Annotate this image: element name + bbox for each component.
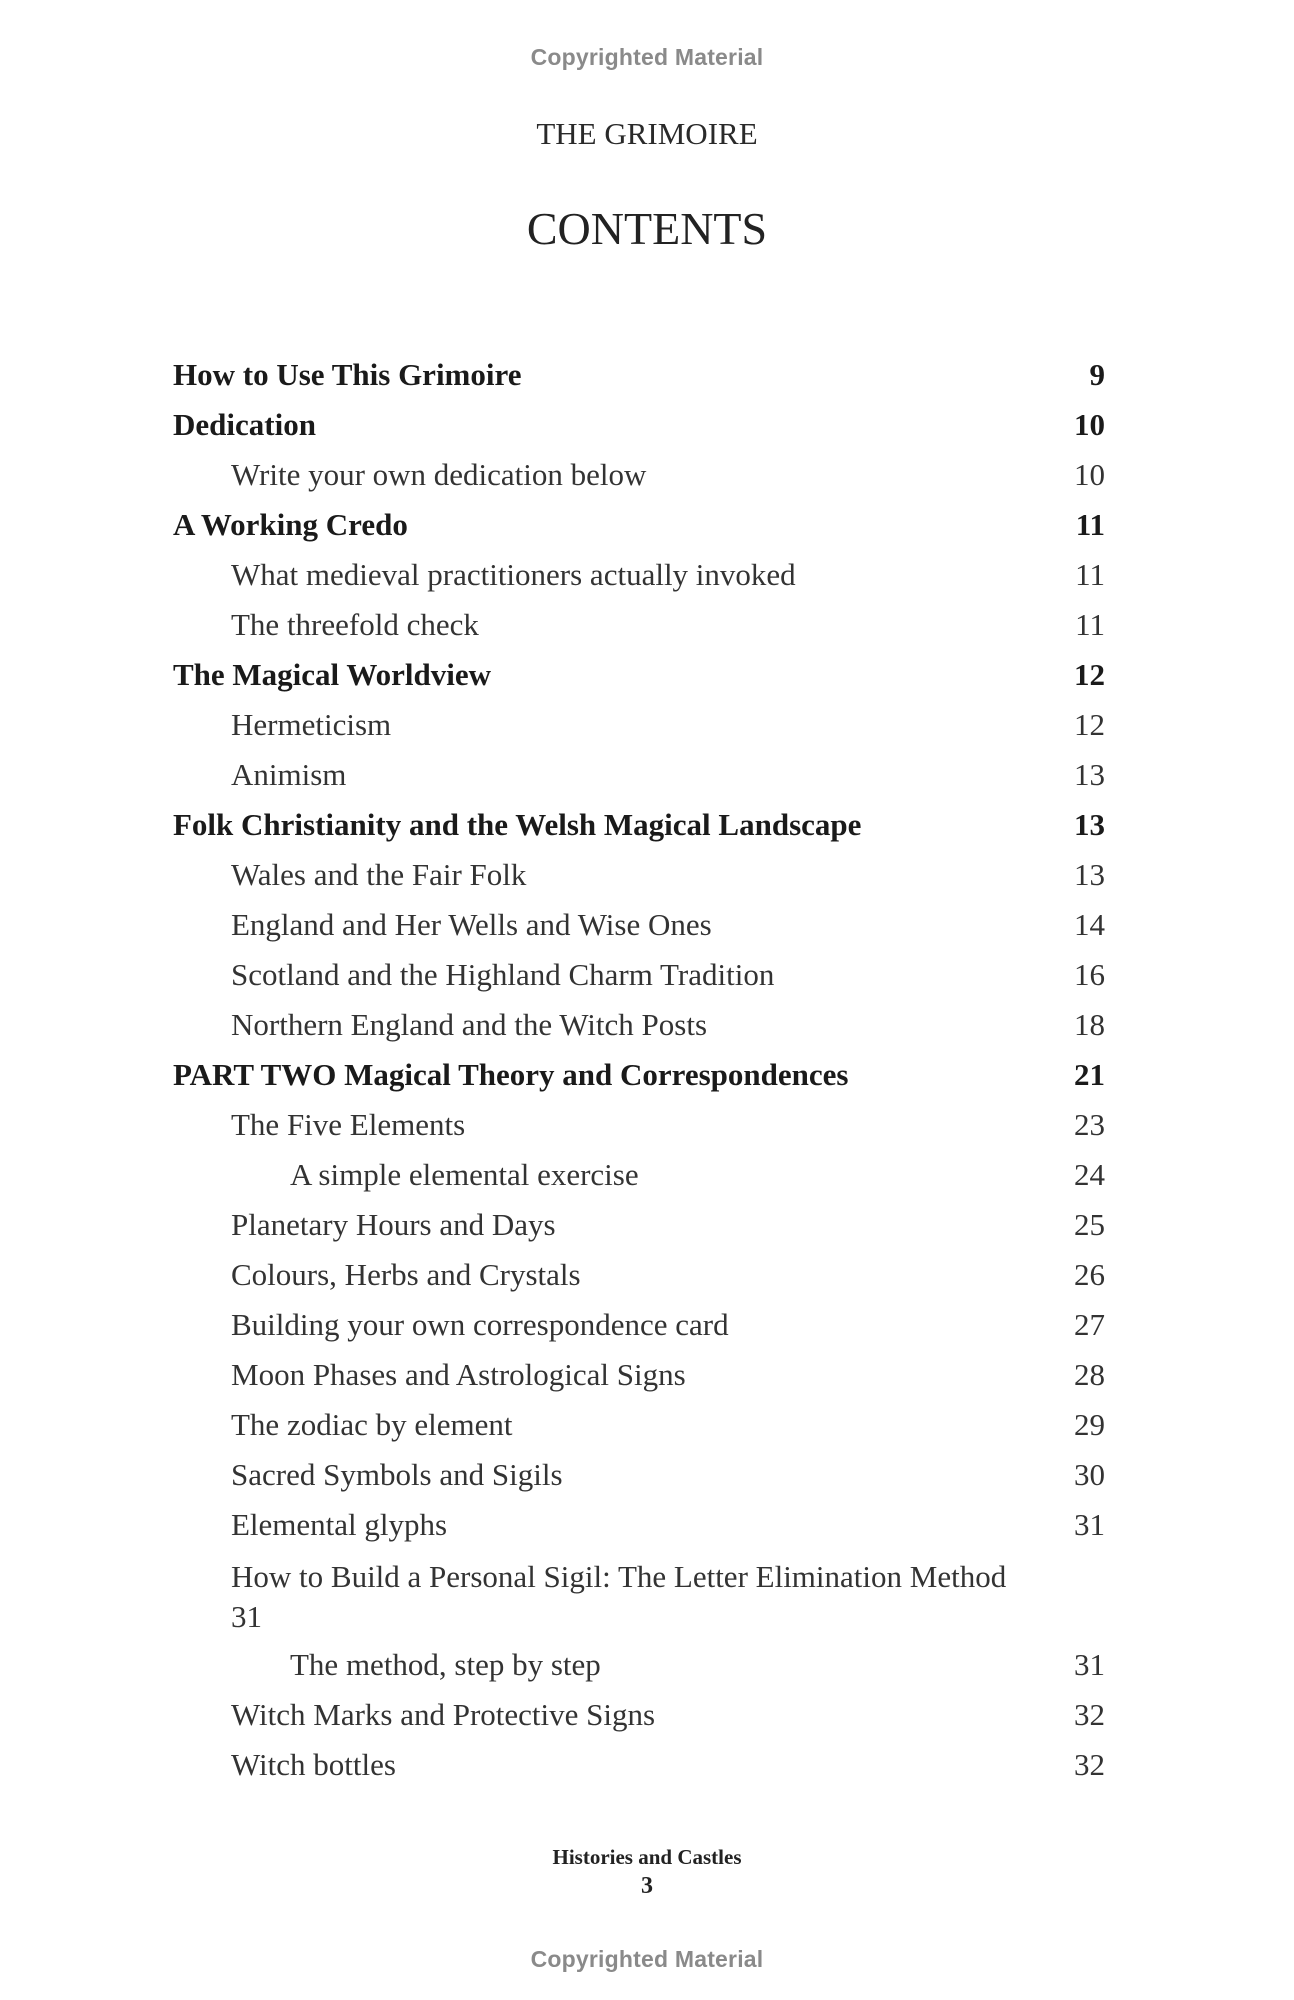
toc-entry[interactable]: [173, 907, 1105, 957]
footer-book-title: Histories and Castles: [552, 1845, 742, 1869]
toc-entry-title: Hermeticism: [231, 707, 392, 742]
toc-entry-page: 13: [1074, 807, 1105, 842]
toc-entry-page: 12: [1074, 707, 1105, 742]
toc-entry-title: Witch Marks and Protective Signs: [231, 1697, 656, 1732]
toc-entry[interactable]: [173, 357, 1105, 407]
toc-entry-title: Dedication: [173, 407, 316, 442]
toc-entry-title: What medieval practitioners actually invoked: [231, 557, 796, 592]
toc-entry-page: 27: [1074, 1307, 1105, 1342]
toc-entry-title: A simple elemental exercise: [290, 1157, 639, 1192]
toc-entry-page: 16: [1074, 957, 1105, 992]
toc-entry[interactable]: [173, 1157, 1105, 1207]
toc-entry[interactable]: [173, 407, 1105, 457]
contents-title: CONTENTS: [526, 203, 768, 254]
toc-entry-page: 32: [1074, 1697, 1105, 1732]
toc-entry[interactable]: [173, 1307, 1105, 1357]
toc-entry[interactable]: [173, 1007, 1105, 1057]
toc-entry-page: 31: [231, 1599, 262, 1634]
toc-entry[interactable]: [173, 1697, 1105, 1747]
toc-entry-title: Elemental glyphs: [231, 1507, 448, 1542]
toc-entry-page: 12: [1074, 657, 1105, 692]
toc-entry[interactable]: [173, 607, 1105, 657]
toc-entry-page: 13: [1074, 857, 1105, 892]
toc-entry[interactable]: [173, 507, 1105, 557]
toc-entry-page: 9: [1089, 357, 1105, 392]
toc-entry-title: Write your own dedication below: [231, 457, 647, 492]
toc-entry[interactable]: [173, 757, 1105, 807]
toc-entry-page: 29: [1074, 1407, 1105, 1442]
toc-entry[interactable]: [173, 807, 1105, 857]
toc-entry[interactable]: [173, 1457, 1105, 1507]
toc-entry-title: The Magical Worldview: [173, 657, 492, 692]
toc-entry[interactable]: [173, 1107, 1105, 1157]
toc-entry[interactable]: [173, 657, 1105, 707]
toc-entry-page: 23: [1074, 1107, 1105, 1142]
toc-entry-title: England and Her Wells and Wise Ones: [231, 907, 712, 942]
toc-entry-title: The zodiac by element: [231, 1407, 513, 1442]
toc-entry-page: 32: [1074, 1747, 1105, 1782]
toc-entry[interactable]: [173, 457, 1105, 507]
toc-entry[interactable]: [173, 1057, 1105, 1107]
toc-entry-page: 10: [1074, 457, 1105, 492]
toc-entry-title: Colours, Herbs and Crystals: [231, 1257, 581, 1292]
toc-entry[interactable]: [173, 1407, 1105, 1457]
toc-entry[interactable]: [173, 1747, 1105, 1797]
toc-entry-title: Northern England and the Witch Posts: [231, 1007, 708, 1042]
toc-entry-page: 28: [1074, 1357, 1105, 1392]
toc-entry-title: Folk Christianity and the Welsh Magical Landscape: [173, 807, 862, 842]
toc-entry[interactable]: [173, 1507, 1105, 1557]
toc-entry-title: How to Build a Personal Sigil: The Letter Elimination Method: [231, 1559, 1007, 1594]
toc-entry[interactable]: [173, 1647, 1105, 1697]
running-head: THE GRIMOIRE: [536, 116, 758, 151]
toc-entry[interactable]: [173, 857, 1105, 907]
copyright-watermark-top: Copyrighted Material: [530, 44, 764, 70]
toc-entry-page: 26: [1074, 1257, 1105, 1292]
toc-entry[interactable]: [173, 1257, 1105, 1307]
toc-entry-page: 25: [1074, 1207, 1105, 1242]
toc-entry-page: 31: [1074, 1647, 1105, 1682]
toc-entry[interactable]: [173, 1207, 1105, 1257]
toc-entry-page: 11: [1075, 507, 1105, 542]
toc-entry-title: The Five Elements: [231, 1107, 466, 1142]
toc-entry-page: 11: [1075, 607, 1105, 642]
toc-entry-title: Building your own correspondence card: [231, 1307, 729, 1342]
toc-entry[interactable]: [173, 1557, 1105, 1647]
toc-entry-page: 11: [1075, 557, 1105, 592]
toc-entry-title: Wales and the Fair Folk: [231, 857, 527, 892]
toc-entry-title: How to Use This Grimoire: [173, 357, 522, 392]
toc-entry-title: Planetary Hours and Days: [231, 1207, 556, 1242]
toc-entry-title: The method, step by step: [290, 1647, 601, 1682]
toc-entry-title: Animism: [231, 757, 347, 792]
toc-entry-page: 10: [1074, 407, 1105, 442]
copyright-watermark-bottom: Copyrighted Material: [530, 1946, 764, 1972]
table-of-contents: [173, 357, 1105, 1797]
toc-entry-page: 13: [1074, 757, 1105, 792]
toc-entry-title: The threefold check: [231, 607, 479, 642]
toc-entry-title: PART TWO Magical Theory and Correspondences: [173, 1057, 849, 1092]
footer-page-number: 3: [641, 1873, 653, 1899]
toc-entry-page: 18: [1074, 1007, 1105, 1042]
toc-entry-page: 21: [1074, 1057, 1105, 1092]
toc-entry-title: Scotland and the Highland Charm Tradition: [231, 957, 775, 992]
toc-entry-title: Sacred Symbols and Sigils: [231, 1457, 563, 1492]
toc-entry-page: 24: [1074, 1157, 1105, 1192]
toc-entry[interactable]: [173, 557, 1105, 607]
toc-entry[interactable]: [173, 1357, 1105, 1407]
toc-entry-title: Witch bottles: [231, 1747, 396, 1782]
toc-entry[interactable]: [173, 707, 1105, 757]
toc-entry[interactable]: [173, 957, 1105, 1007]
toc-entry-page: 14: [1074, 907, 1105, 942]
toc-entry-title: Moon Phases and Astrological Signs: [231, 1357, 686, 1392]
toc-entry-page: 31: [1074, 1507, 1105, 1542]
toc-entry-page: 30: [1074, 1457, 1105, 1492]
toc-entry-title: A Working Credo: [173, 507, 408, 542]
